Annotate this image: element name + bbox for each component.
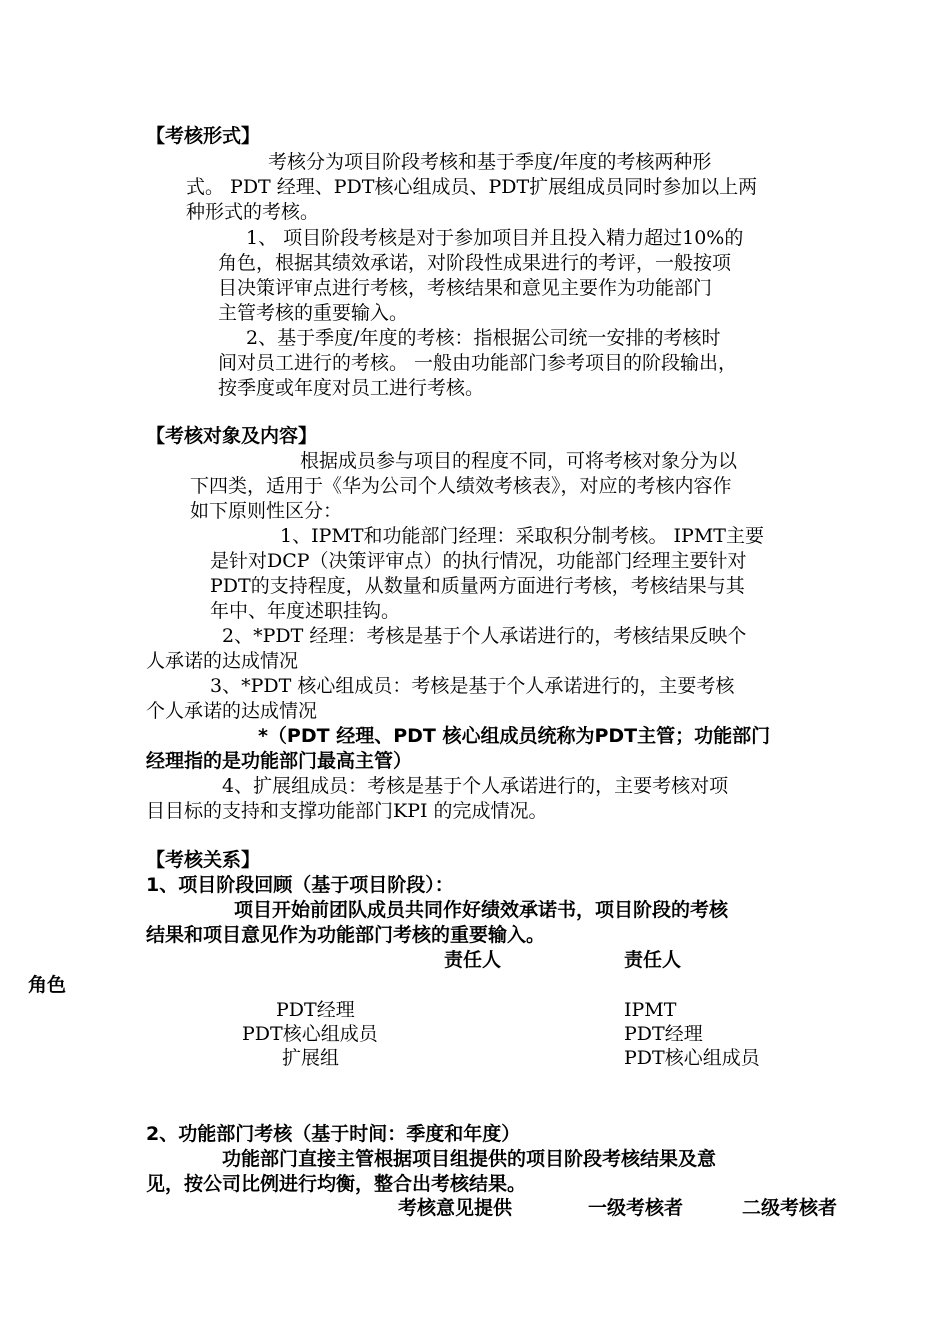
paragraph-line: 个人承诺的达成情况: [146, 700, 318, 722]
table-col-header: 责任人: [444, 949, 502, 971]
paragraph-line: 结果和项目意见作为功能部门考核的重要输入。: [146, 924, 546, 946]
paragraph-line: 2、*PDT 经理：考核是基于个人承诺进行的，考核结果反映个: [222, 625, 747, 647]
table-cell-owner: PDT经理: [624, 1023, 703, 1045]
section-heading-targets: 【考核对象及内容】: [146, 425, 318, 447]
paragraph-line: 见，按公司比例进行均衡，整合出考核结果。: [146, 1173, 527, 1195]
paragraph-line: 1、 项目阶段考核是对于参加项目并且投入精力超过10%的: [246, 227, 744, 249]
table-col-header: 考核意见提供: [398, 1197, 513, 1219]
paragraph-line: 按季度或年度对员工进行考核。: [218, 377, 485, 399]
paragraph-line: 目决策评审点进行考核，考核结果和意见主要作为功能部门: [218, 277, 713, 299]
section-heading-form: 【考核形式】: [146, 125, 261, 147]
paragraph-line: 根据成员参与项目的程度不同，可将考核对象分为以: [300, 450, 738, 472]
paragraph-line: 如下原则性区分：: [190, 500, 343, 522]
section-heading-relations: 【考核关系】: [146, 849, 261, 871]
paragraph-line: 3、*PDT 核心组成员：考核是基于个人承诺进行的，主要考核: [210, 675, 735, 697]
paragraph-line: 项目开始前团队成员共同作好绩效承诺书，项目阶段的考核: [234, 899, 729, 921]
paragraph-line: 角色，根据其绩效承诺，对阶段性成果进行的考评，一般按项: [218, 252, 732, 274]
table-col-header: 责任人: [624, 949, 682, 971]
paragraph-line: 主管考核的重要输入。: [218, 302, 409, 324]
note-line: 经理指的是功能部门最高主管）: [146, 750, 413, 772]
paragraph-line: 种形式的考核。: [186, 201, 320, 223]
table-role-header: 角色: [28, 974, 67, 996]
paragraph-line: 考核分为项目阶段考核和基于季度/年度的考核两种形: [268, 151, 712, 173]
paragraph-line: 间对员工进行的考核。 一般由功能部门参考项目的阶段输出，: [218, 352, 738, 374]
table-cell-role: 扩展组: [282, 1047, 340, 1069]
paragraph-line: 下四类，适用于《华为公司个人绩效考核表》，对应的考核内容作: [190, 475, 732, 497]
table-cell-owner: IPMT: [624, 999, 677, 1021]
table-cell-role: PDT经理: [276, 999, 355, 1021]
paragraph-line: 目目标的支持和支撑功能部门KPI 的完成情况。: [146, 800, 548, 822]
subsection-title: 2、功能部门考核（基于时间：季度和年度）: [146, 1123, 521, 1145]
paragraph-line: PDT的支持程度，从数量和质量两方面进行考核，考核结果与其: [210, 575, 745, 597]
table-cell-owner: PDT核心组成员: [624, 1047, 760, 1069]
paragraph-line: 2、基于季度/年度的考核：指根据公司统一安排的考核时: [246, 327, 721, 349]
table-col-header: 二级考核者: [742, 1197, 838, 1219]
table-col-header: 一级考核者: [588, 1197, 684, 1219]
table-cell-role: PDT核心组成员: [242, 1023, 378, 1045]
subsection-title: 1、项目阶段回顾（基于项目阶段）：: [146, 874, 454, 896]
paragraph-line: 1、IPMT和功能部门经理：采取积分制考核。 IPMT主要: [280, 525, 764, 547]
paragraph-line: 4、扩展组成员：考核是基于个人承诺进行的，主要考核对项: [222, 775, 729, 797]
paragraph-line: 人承诺的达成情况: [146, 650, 299, 672]
note-line: *（PDT 经理、PDT 核心组成员统称为PDT主管；功能部门: [258, 725, 771, 747]
paragraph-line: 功能部门直接主管根据项目组提供的项目阶段考核结果及意: [222, 1148, 717, 1170]
paragraph-line: 年中、年度述职挂钩。: [210, 600, 401, 622]
paragraph-line: 式。 PDT 经理、PDT核心组成员、PDT扩展组成员同时参加以上两: [186, 176, 758, 198]
paragraph-line: 是针对DCP（决策评审点）的执行情况，功能部门经理主要针对: [210, 550, 747, 572]
